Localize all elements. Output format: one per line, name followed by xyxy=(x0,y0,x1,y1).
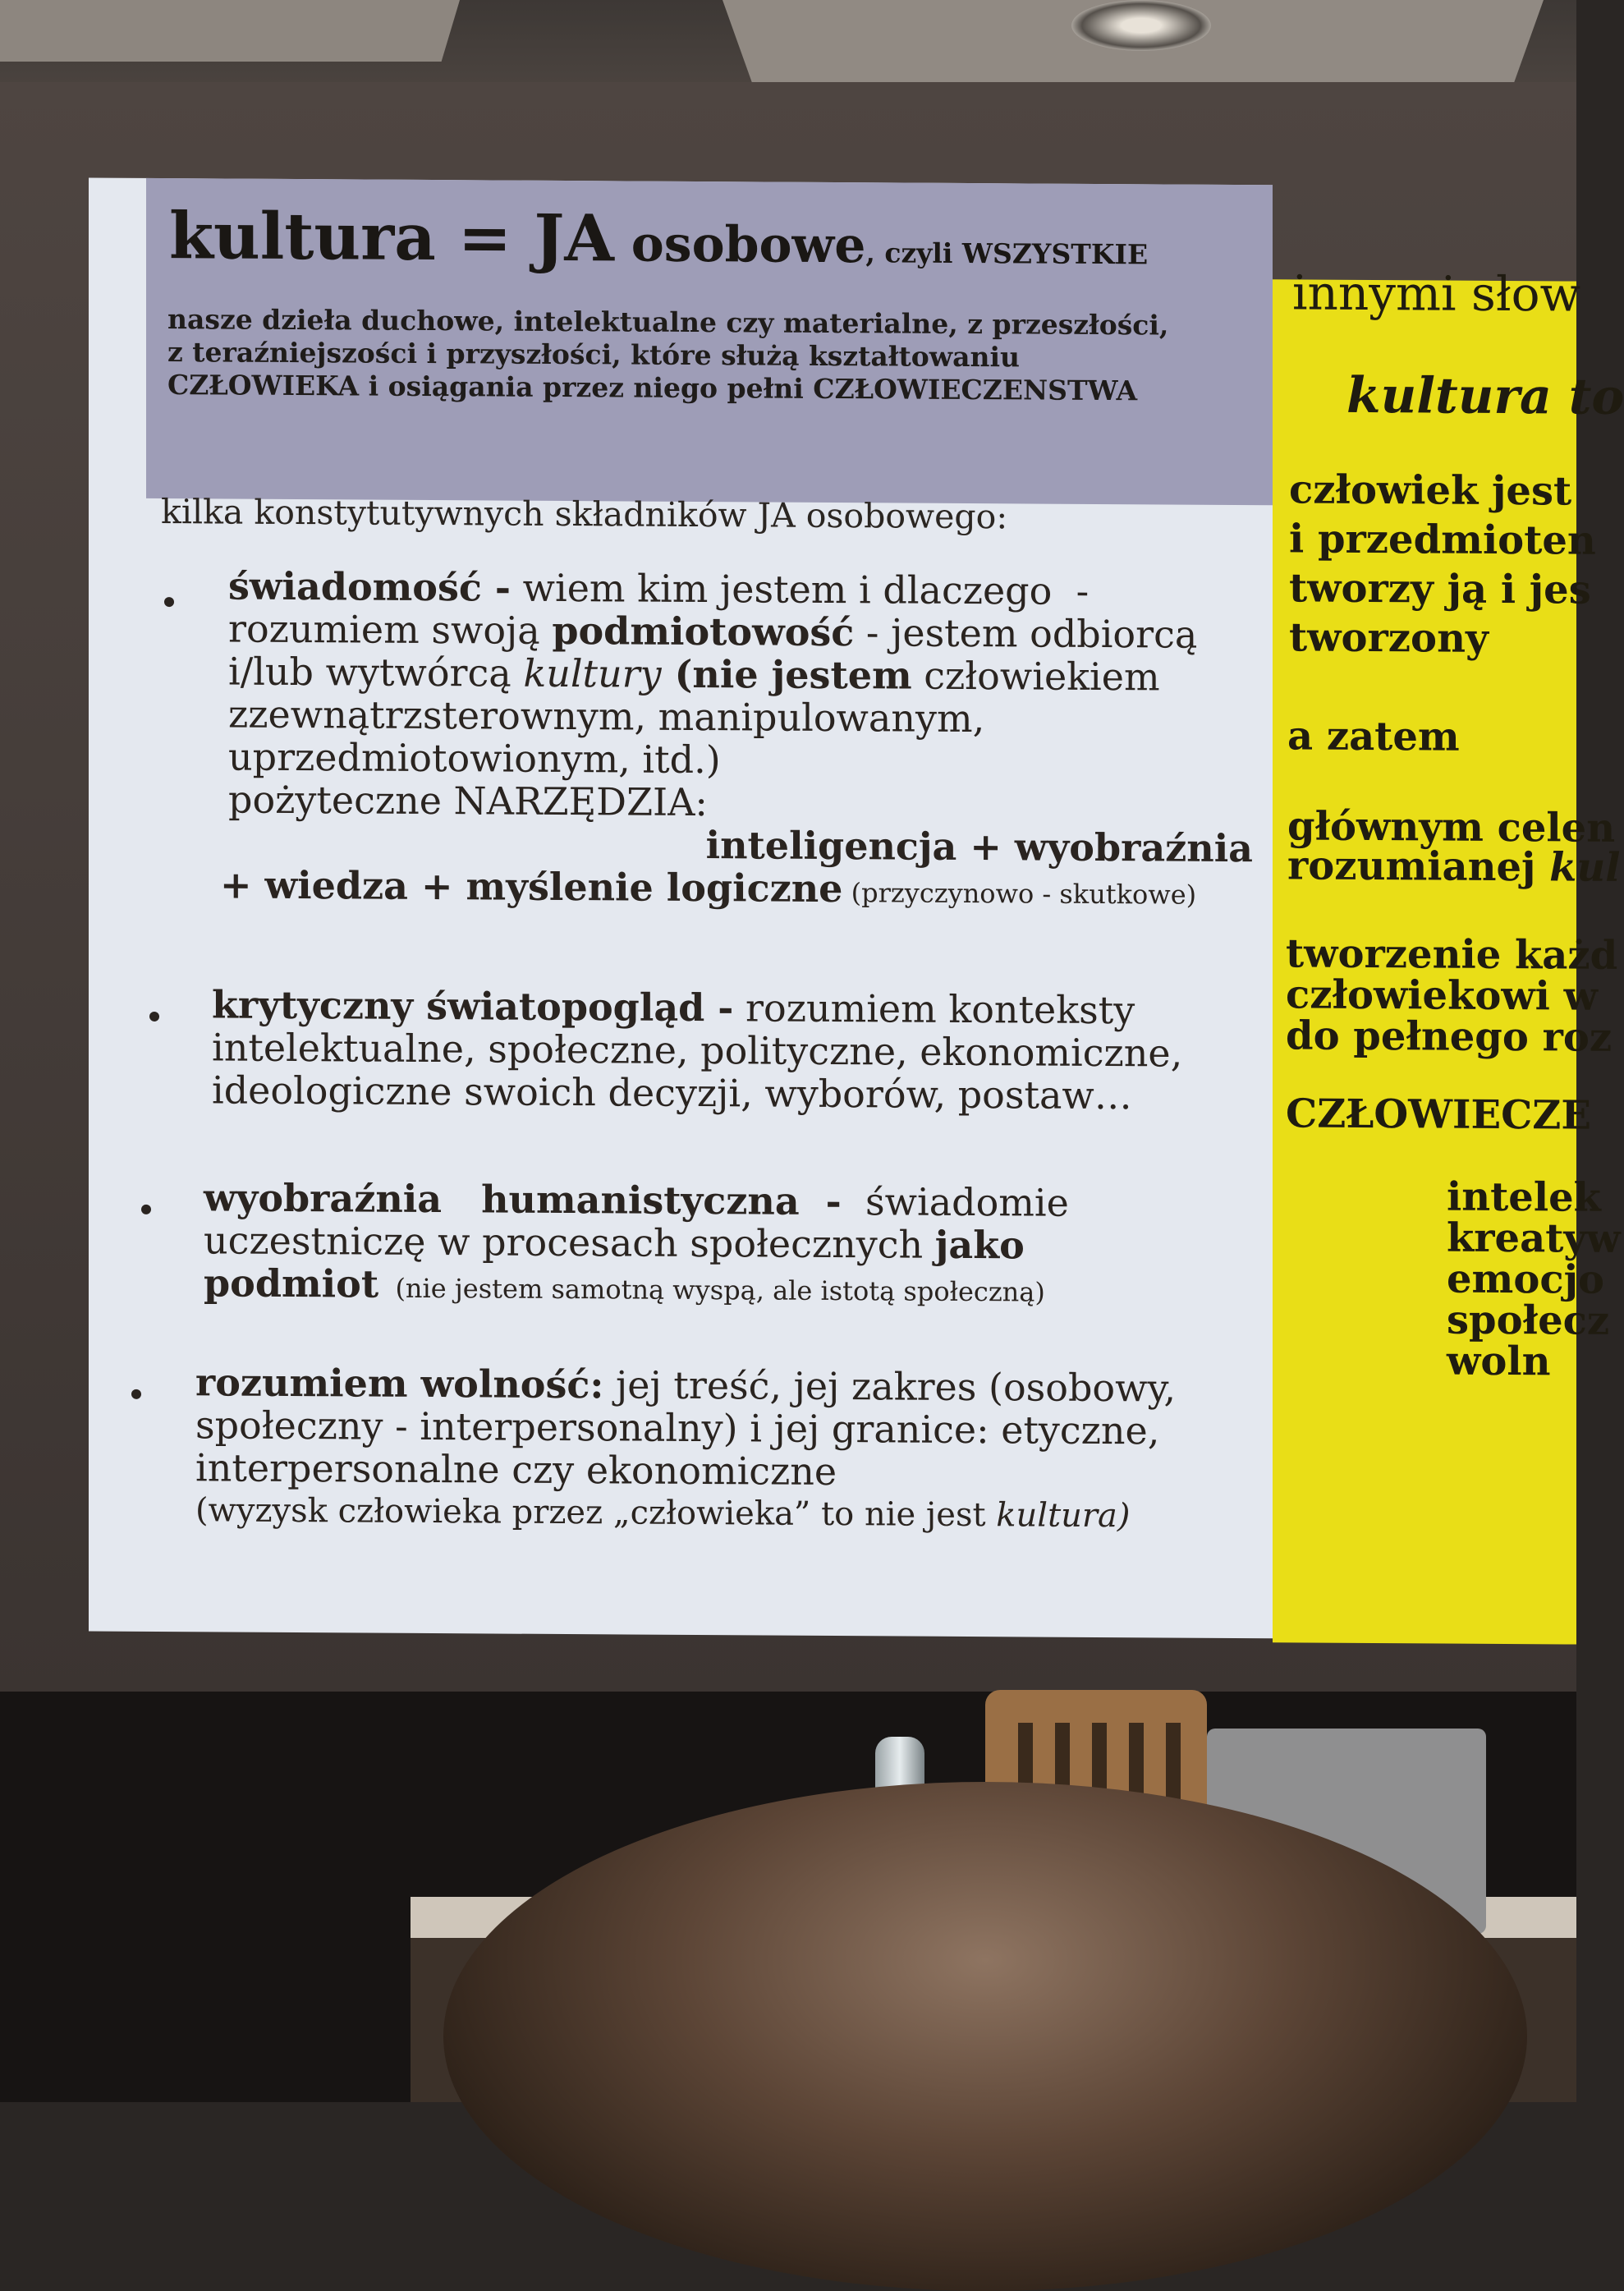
term: jako xyxy=(934,1222,1025,1268)
right-text: człowiek jest xyxy=(1289,466,1572,515)
projected-slide xyxy=(89,177,1624,1640)
title-osobowe: osobowe xyxy=(613,215,866,275)
slide-title xyxy=(169,199,1148,279)
bullet-dot xyxy=(141,1205,151,1214)
text: rozumiem swoją xyxy=(228,606,553,653)
text: jej treść, jej zakres (osobowy, xyxy=(603,1362,1176,1411)
term: wyobraźnia humanistyczna - xyxy=(204,1175,842,1224)
text: kultura) xyxy=(996,1496,1131,1536)
text: świadomie xyxy=(841,1179,1069,1225)
text: (nie jestem samotną wyspą, ale istotą społeczną) xyxy=(378,1272,1045,1308)
text: kultury xyxy=(523,650,662,696)
text: rozumiem konteksty xyxy=(733,985,1135,1033)
right-text: do pełnego roz xyxy=(1286,1012,1613,1061)
title-ja: JA xyxy=(534,200,614,277)
right-text: CZŁOWIECZE xyxy=(1286,1090,1591,1139)
tools-line: inteligencja + wyobraźnia xyxy=(705,823,1253,871)
audience-head xyxy=(443,1782,1527,2291)
slide-right-panel xyxy=(1273,264,1624,1644)
tools-line: + wiedza + myślenie logiczne xyxy=(220,862,843,911)
header-line: z teraźniejszości i przyszłości, które służą kształtowaniu xyxy=(167,336,1021,374)
term: krytyczny światopogląd - xyxy=(212,982,734,1031)
text: człowiekiem xyxy=(911,653,1160,700)
text: - jestem odbiorcą xyxy=(854,610,1198,657)
text: wiem kim jestem i dlaczego - xyxy=(511,565,1090,613)
bullet-dot xyxy=(149,1012,159,1022)
text: intelektualne, społeczne, polityczne, ekonomiczne, xyxy=(212,1025,1183,1076)
right-text: a zatem xyxy=(1287,713,1460,760)
bullet-swiatopoglad xyxy=(212,983,1255,1118)
right-text: głównym celen xyxy=(1287,803,1616,852)
text: pożyteczne NARZĘDZIA: xyxy=(228,777,708,825)
intro-text: kilka konstytutywnych składników JA osobowego: xyxy=(161,492,1008,537)
text: (przyczynowo - skutkowe) xyxy=(842,877,1197,911)
bullet-wyobraznia xyxy=(204,1176,1255,1315)
right-text: intelek xyxy=(1447,1173,1601,1221)
ceiling-panel xyxy=(0,0,460,62)
right-text: kreatyw xyxy=(1447,1214,1621,1262)
bullet-swiadomosc xyxy=(220,563,1255,917)
term: podmiot xyxy=(204,1260,379,1306)
bullet-dot xyxy=(131,1389,141,1399)
right-text xyxy=(1287,842,1621,891)
right-text: tworzenie każd xyxy=(1286,930,1618,979)
text: i/lub wytwórcą xyxy=(228,649,524,696)
text: społeczny - interpersonalny) i jej granice: etyczne, xyxy=(195,1403,1160,1453)
header-definition xyxy=(167,303,1268,408)
text: (wyzysk człowieka przez „człowieka” to nie jest xyxy=(195,1491,997,1535)
ceiling-light xyxy=(1071,0,1211,51)
right-text: kultura to xyxy=(1346,366,1624,426)
title-eq: = xyxy=(435,200,534,276)
header-line: CZŁOWIEKA i osiągania przez niego pełni CZŁOWIECZENSTWA xyxy=(167,369,1138,407)
term: podmiotowość xyxy=(552,608,855,655)
text: rozumianej xyxy=(1287,842,1550,891)
title-kultura: kultura xyxy=(169,199,436,276)
bullet-wolnosc xyxy=(195,1361,1255,1538)
right-text: tworzy ją i jes xyxy=(1289,565,1591,613)
text: kul xyxy=(1549,844,1621,891)
right-text: emocjo xyxy=(1447,1256,1604,1303)
title-czyli: , czyli WSZYSTKIE xyxy=(865,236,1149,271)
term: świadomość - xyxy=(228,563,511,610)
right-text: społecz xyxy=(1447,1297,1610,1344)
header-line: nasze dzieła duchowe, intelektualne czy materialne, z przeszłości, xyxy=(167,303,1169,342)
right-text: człowiekowi w xyxy=(1286,971,1598,1020)
right-text: i przedmioten xyxy=(1289,516,1596,564)
text: uprzedmiotowionym, itd.) xyxy=(228,734,721,783)
bullet-dot xyxy=(164,597,174,607)
text: interpersonalne czy ekonomiczne xyxy=(195,1445,837,1494)
term: rozumiem wolność: xyxy=(195,1360,604,1407)
text: uczestniczę w procesach społecznych xyxy=(204,1218,935,1267)
text: ideologiczne swoich decyzji, wyborów, postaw… xyxy=(212,1067,1132,1118)
right-text: tworzony xyxy=(1289,614,1489,662)
text: zzewnątrzsterownym, manipulowanym, xyxy=(228,691,985,741)
term: (nie jestem xyxy=(661,651,912,698)
right-text: woln xyxy=(1447,1338,1551,1385)
right-text: innymi słow xyxy=(1292,264,1581,323)
